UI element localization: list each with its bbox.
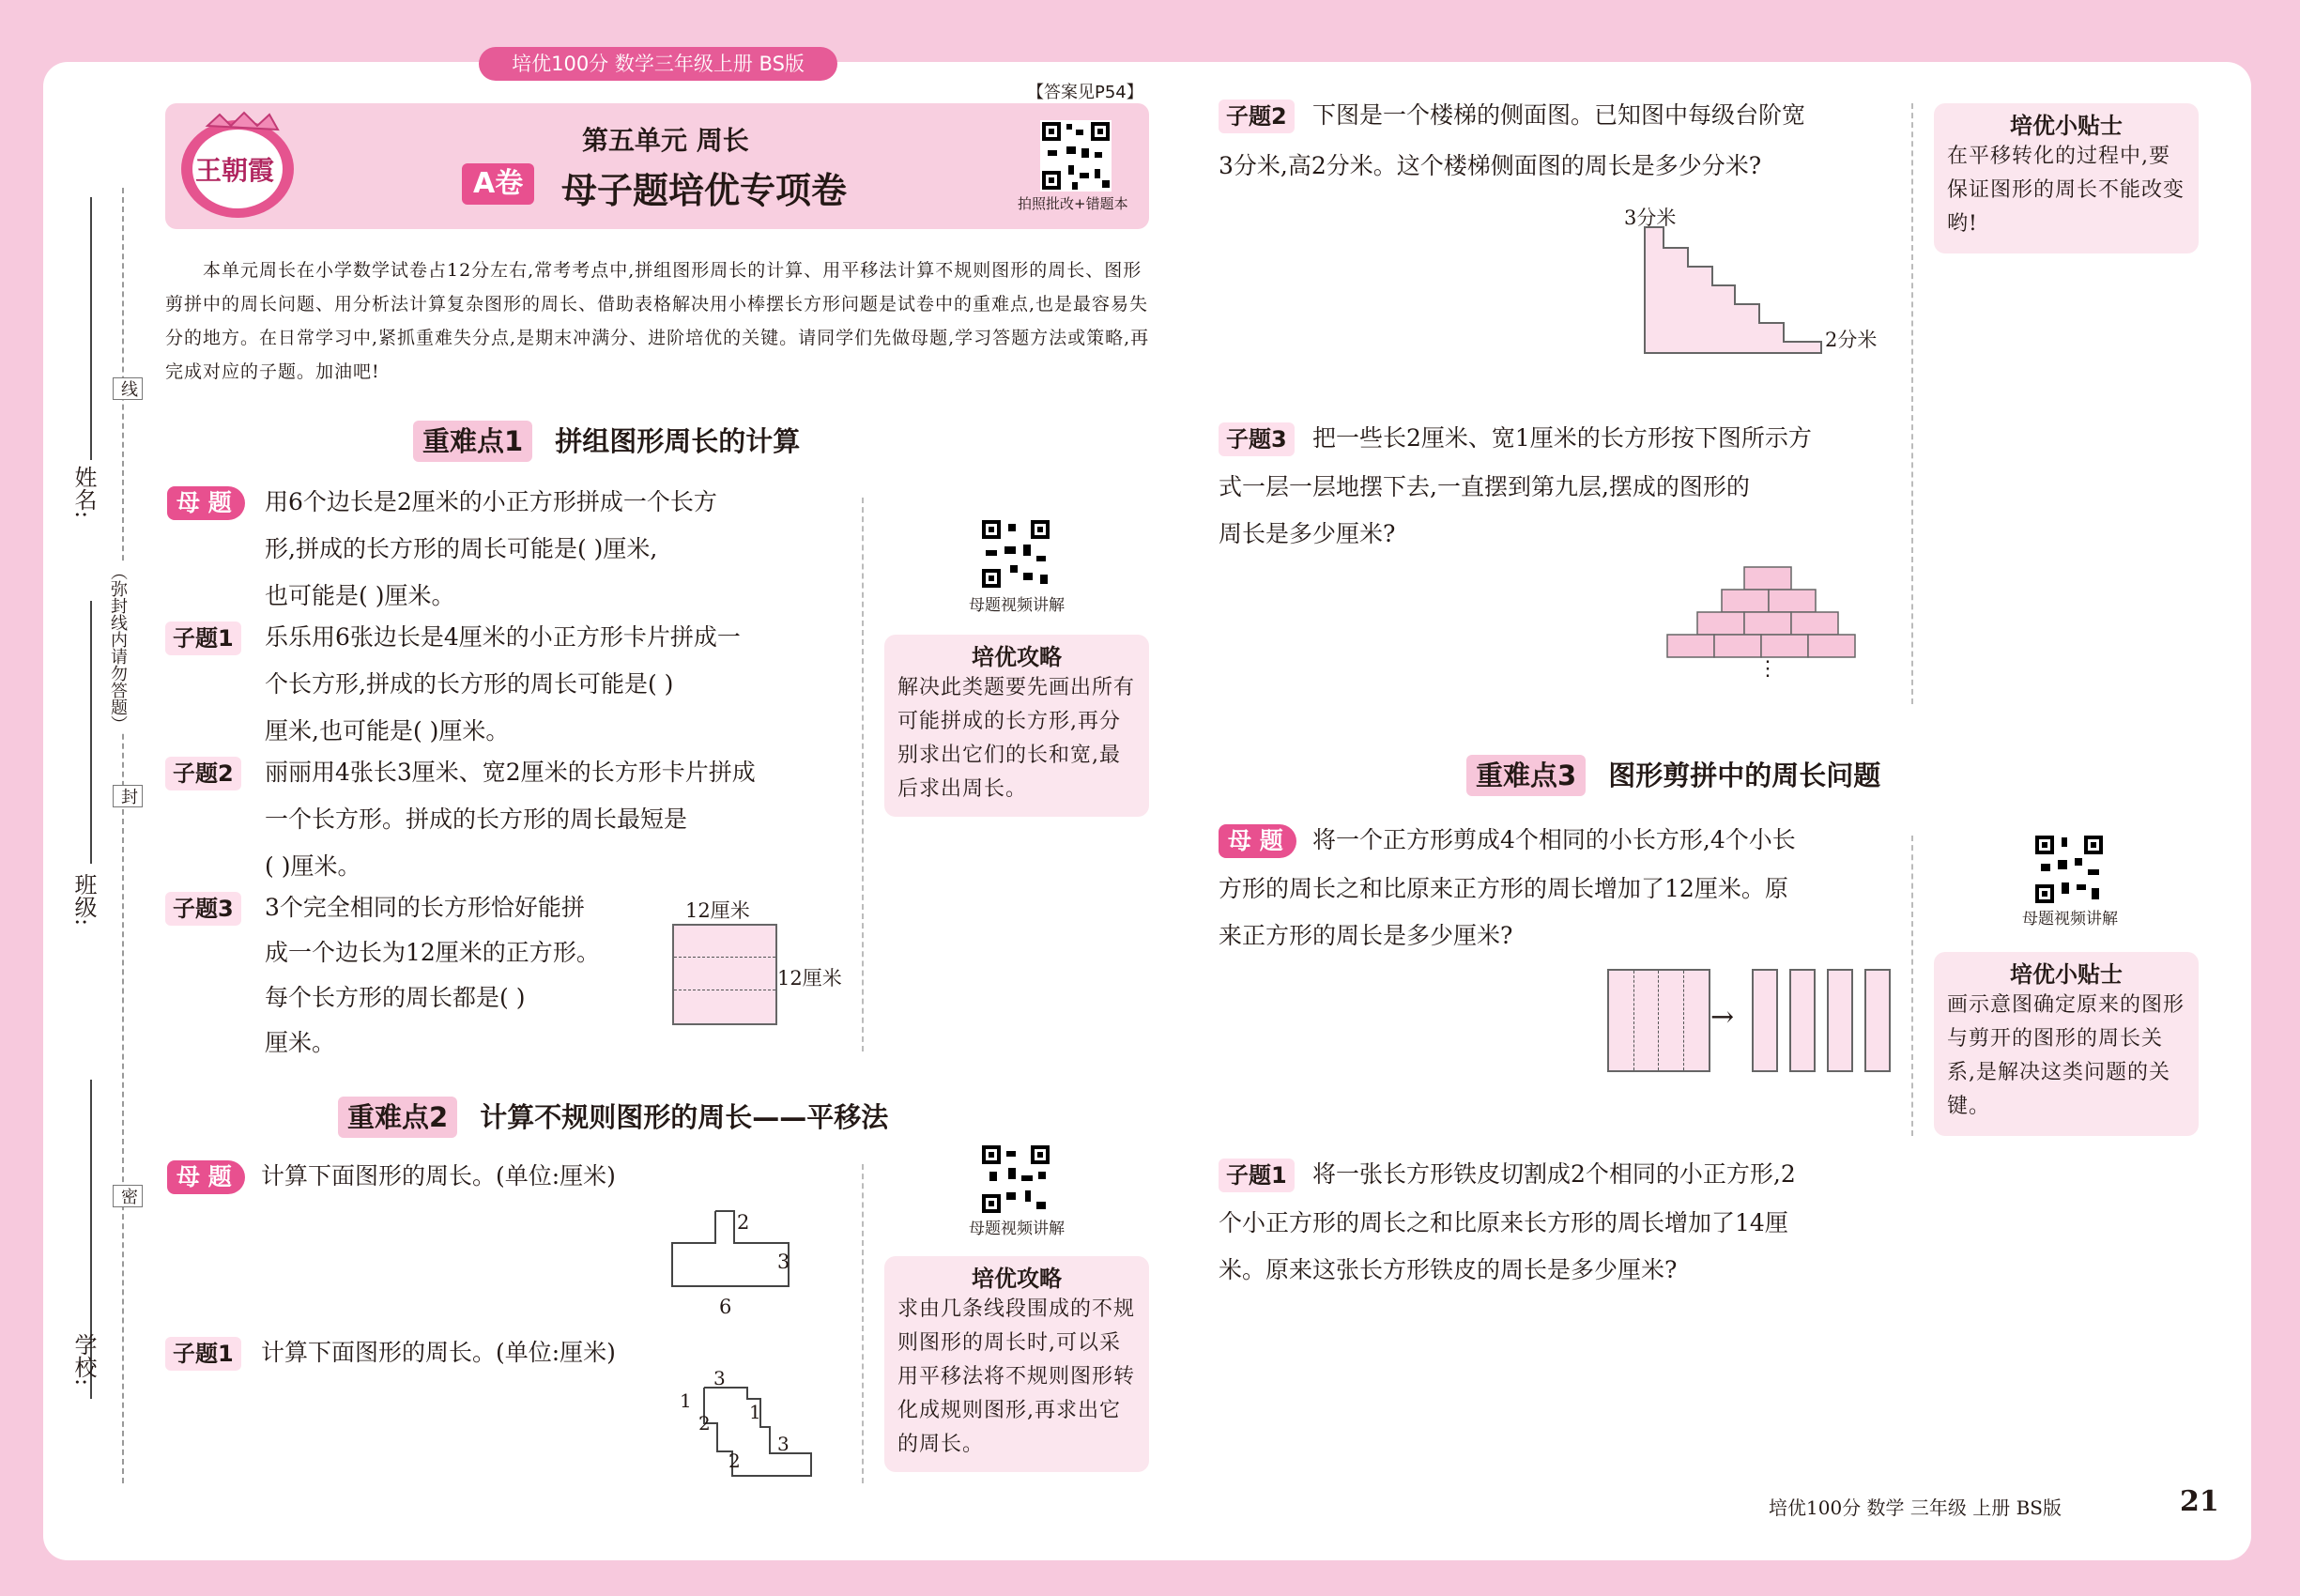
- paper-label: A卷: [462, 163, 534, 205]
- column-divider: [1911, 103, 1913, 704]
- tip-text: 画示意图确定原来的图形与剪开的图形的周长关系,是解决这类问题的关键。: [1947, 993, 2185, 1118]
- sec3-mother-line3: 来正方形的周长是多少厘米?: [1219, 922, 1513, 949]
- fig2-label-top: 3: [713, 1367, 726, 1389]
- qr-caption-top: 拍照批改+错题本: [1018, 195, 1128, 212]
- sub1-tag: 子题1: [165, 1337, 241, 1371]
- stairs-right-label: 2分米: [1825, 329, 1878, 351]
- sec1-sub3-line3: 每个长方形的周长都是( ): [265, 984, 526, 1011]
- fig2-label-bottom: 2: [728, 1450, 741, 1472]
- brick-pyramid-figure: [1665, 565, 1863, 668]
- tip-title: 培优小贴士: [2010, 961, 2123, 988]
- sec3-sub1-line3: 米。原来这张长方形铁皮的周长是多少厘米?: [1219, 1256, 1678, 1283]
- section2-heading: [338, 1097, 888, 1138]
- qr-caption: 母题视频讲解: [969, 596, 1065, 615]
- page-number: 21: [2180, 1485, 2219, 1518]
- paper-title: 母子题培优专项卷: [561, 170, 848, 211]
- sec3-sub1-line2: 个小正方形的周长之和比原来长方形的周长增加了14厘: [1219, 1209, 1788, 1236]
- tip-text: 在平移转化的过程中,要保证图形的周长不能改变哟!: [1947, 145, 2185, 236]
- tip-title: 培优攻略: [972, 644, 1062, 670]
- right-sub2-line2: 3分米,高2分米。这个楼梯侧面图的周长是多少分米?: [1219, 152, 1762, 179]
- qr-code[interactable]: [2033, 834, 2105, 905]
- sub2-tag: 子题2: [1219, 100, 1295, 133]
- binding-line: [90, 601, 92, 864]
- qr-code[interactable]: [1040, 120, 1112, 192]
- right-sub3-line3: 周长是多少厘米?: [1219, 520, 1396, 547]
- intro-paragraph: 本单元周长在小学数学试卷占12分左右,常考考点中,拼组图形周长的计算、用平移法计算不规则图形的周长、图形剪拼中的周长问题、用分析法计算复杂图形的周长、借助表格解决用小棒摆长方形问题是试卷中的重难点,也是最容易失分的地方。在日常学习中,紧抓重难失分点,是期末冲满分、进阶培优的关键。请同学们先做母题,学习答题方法或策略,再完成对应的子题。加油吧!: [165, 260, 1150, 382]
- sub3-tag: 子题3: [165, 892, 241, 926]
- tip-box: [1934, 103, 2199, 253]
- qr-code[interactable]: [980, 518, 1051, 590]
- qr-caption: 母题视频讲解: [2022, 910, 2118, 928]
- tip-box: [1934, 952, 2199, 1136]
- column-divider: [862, 498, 864, 1051]
- tip-text: 解决此类题要先画出所有可能拼成的长方形,再分别求出它们的长和宽,最后求出周长。: [897, 676, 1136, 801]
- sec1-mother-line3: 也可能是( )厘米。: [265, 582, 455, 609]
- sec1-sub1-line3: 厘米,也可能是( )厘米。: [265, 717, 510, 744]
- fig-top-label: 12厘米: [685, 899, 750, 922]
- section1-heading: [413, 421, 800, 462]
- tip-title: 培优攻略: [972, 1266, 1062, 1292]
- right-sub2-line1: 下图是一个楼梯的侧面图。已知图中每级台阶宽: [1312, 101, 1806, 129]
- section3-title: 图形剪拼中的周长问题: [1608, 760, 1881, 791]
- sec1-sub1-line1: 乐乐用6张边长是4厘米的小正方形卡片拼成一: [265, 623, 741, 651]
- sec1-mother-line1: 用6个边长是2厘米的小正方形拼成一个长方: [265, 488, 717, 515]
- mother-tag: 母 题: [1219, 824, 1296, 858]
- sec3-mother-line2: 方形的周长之和比原来正方形的周长增加了12厘米。原: [1219, 875, 1788, 902]
- section1-badge: 重难点1: [413, 421, 532, 462]
- seal-mark-feng: 封: [113, 785, 143, 807]
- section3-badge: 重难点3: [1466, 755, 1586, 796]
- section1-title: 拼组图形周长的计算: [555, 425, 801, 457]
- square-split-figure: [672, 924, 777, 1025]
- right-sub3-line2: 式一层一层地摆下去,一直摆到第九层,摆成的图形的: [1219, 473, 1750, 500]
- fig2-label-left1: 1: [680, 1389, 692, 1412]
- fig-right-label: 12厘米: [777, 967, 842, 990]
- square-cut-figure: [1607, 969, 1710, 1072]
- strip-rect: [1827, 969, 1853, 1072]
- strip-rect: [1752, 969, 1778, 1072]
- section3-heading: [1466, 755, 1880, 796]
- sec1-mother-tag: [167, 486, 245, 520]
- sec2-sub1-text: 计算下面图形的周长。(单位:厘米): [261, 1339, 616, 1366]
- binding-line: [90, 197, 92, 460]
- sec1-sub2-line2: 一个长方形。拼成的长方形的周长最短是: [265, 806, 688, 833]
- seal-notice: （弥封线内请勿答题）: [105, 563, 130, 732]
- class-label: 班级:: [70, 873, 97, 927]
- sub3-tag: 子题3: [1219, 422, 1295, 456]
- section2-badge: 重难点2: [338, 1097, 457, 1138]
- footer-text: 培优100分 数学 三年级 上册 BS版: [1769, 1496, 2062, 1519]
- section2-title: 计算不规则图形的周长——平移法: [480, 1101, 889, 1133]
- sec1-sub2-line1: 丽丽用4张长3厘米、宽2厘米的长方形卡片拼成: [265, 759, 756, 786]
- seal-mark-mi: 密: [113, 1185, 143, 1207]
- tip-title: 培优小贴士: [2010, 113, 2123, 139]
- tip-box: [884, 635, 1149, 817]
- fig-label-b: 3: [777, 1251, 790, 1273]
- mother-tag: 母 题: [167, 1160, 245, 1194]
- right-sub3-line1: 把一些长2厘米、宽1厘米的长方形按下图所示方: [1312, 424, 1812, 452]
- fig-label-a: 2: [737, 1211, 750, 1234]
- tip-text: 求由几条线段围成的不规则图形的周长时,可以采用平移法将不规则图形转化成规则图形,再求出它的周长。: [897, 1297, 1136, 1456]
- stairs-figure: [1643, 225, 1831, 357]
- header-tag: 培优100分 数学三年级上册 BS版: [479, 47, 837, 81]
- seal-mark-xian: 线: [113, 377, 143, 400]
- sec1-sub1-line2: 个长方形,拼成的长方形的周长可能是( ): [265, 670, 674, 698]
- fig2-label-mid: 1: [749, 1401, 761, 1423]
- sec3-sub1-line1: 将一张长方形铁皮切割成2个相同的小正方形,2: [1312, 1160, 1796, 1188]
- logo-text: 王朝霞: [195, 155, 275, 186]
- continuation-dots: ⋮: [1757, 657, 1778, 681]
- sub1-tag: 子题1: [1219, 1159, 1295, 1192]
- fig2-label-right: 3: [777, 1433, 790, 1455]
- arrow-icon: →: [1710, 1001, 1735, 1034]
- unit-title: 第五单元 周长: [582, 125, 749, 156]
- strip-rect: [1864, 969, 1891, 1072]
- sec1-sub3-line4: 厘米。: [265, 1029, 336, 1056]
- sec1-sub2-line3: ( )厘米。: [265, 852, 361, 880]
- fig2-label-left2: 2: [698, 1412, 711, 1435]
- column-divider: [862, 1164, 864, 1483]
- column-divider: [1911, 836, 1913, 1136]
- sub2-tag: 子题2: [165, 757, 241, 790]
- stairs-top-label: 3分米: [1624, 207, 1677, 229]
- sec1-sub3-line2: 成一个边长为12厘米的正方形。: [265, 939, 600, 966]
- tip-box: [884, 1256, 1149, 1472]
- sec3-mother-line1: 将一个正方形剪成4个相同的小长方形,4个小长: [1312, 826, 1796, 853]
- strip-rect: [1789, 969, 1816, 1072]
- mother-tag: 母 题: [167, 486, 245, 520]
- qr-caption: 母题视频讲解: [969, 1220, 1065, 1238]
- sub1-tag: 子题1: [165, 622, 241, 655]
- school-label: 学校:: [70, 1333, 97, 1387]
- sec1-sub3-line1: 3个完全相同的长方形恰好能拼: [265, 894, 585, 921]
- name-label: 姓名:: [70, 466, 97, 519]
- fig-label-c: 6: [719, 1296, 732, 1318]
- qr-code[interactable]: [980, 1143, 1051, 1215]
- sec2-mother-text: 计算下面图形的周长。(单位:厘米): [261, 1162, 616, 1189]
- sec1-mother-line2: 形,拼成的长方形的周长可能是( )厘米,: [265, 535, 658, 562]
- answer-reference: 【答案见P54】: [1027, 83, 1143, 102]
